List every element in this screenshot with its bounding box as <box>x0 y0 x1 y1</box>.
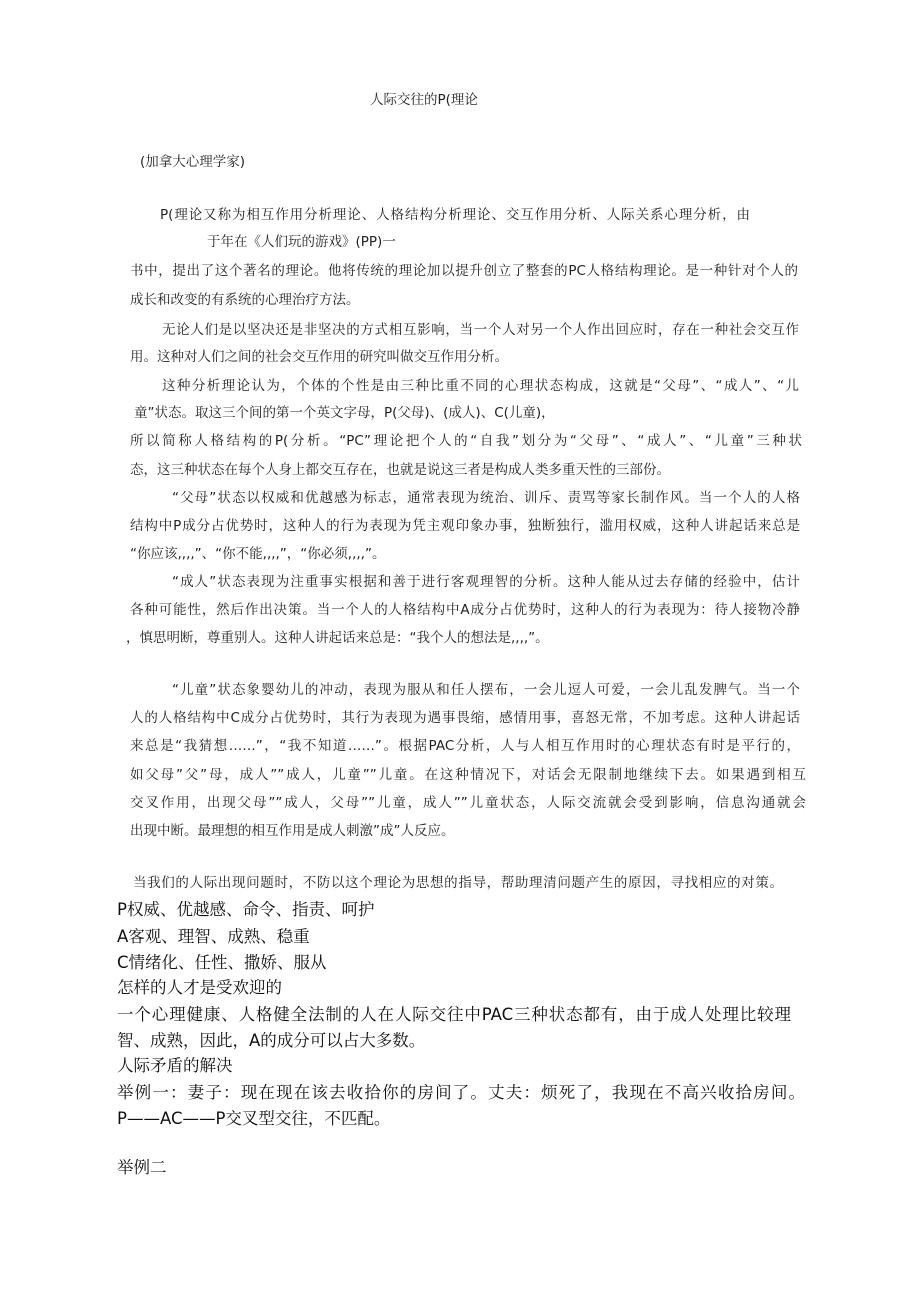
paragraph-line: 成长和改变的有系统的心理治疗方法。 <box>130 292 360 308</box>
example-line: P——AC——P交叉型交往，不匹配。 <box>117 1109 391 1128</box>
paragraph-line: 来总是“我猜想……”，“我不知道……”。根据PAC分析，人与人相互作用时的心理状态有时是平行的， <box>130 738 800 754</box>
summary-p-line: P权威、优越感、命令、指责、呵护 <box>117 900 375 919</box>
subtitle: (加拿大心理学家) <box>140 154 246 170</box>
paragraph-line: 当我们的人际出现问题时，不防以这个理论为思想的指导，帮助理清问题产生的原因，寻找相应的对策。 <box>133 875 783 891</box>
section-heading: 怎样的人才是受欢迎的 <box>117 978 282 997</box>
section-heading: 人际矛盾的解决 <box>117 1056 233 1075</box>
paragraph-line: 这种分析理论认为，个体的个性是由三种比重不同的心理状态构成，这就是“父母”、“成人”、“儿 <box>162 378 799 394</box>
paragraph-line: 于年在《人们玩的游戏》(PP)一 <box>207 234 396 250</box>
summary-a-line: A客观、理智、成熟、稳重 <box>117 927 310 946</box>
paragraph-line: “父母”状态以权威和优越感为标志，通常表现为统治、训斥、责骂等家长制作风。当一个人的人格 <box>172 490 800 506</box>
paragraph-line: 人的人格结构中C成分占优势时，其行为表现为遇事畏缩，感情用事，喜怒无常，不加考虑。这种人讲起话 <box>130 710 800 726</box>
paragraph-line: 书中，提出了这个著名的理论。他将传统的理论加以提升创立了整套的PC人格结构理论。是一种针对个人的 <box>130 263 798 279</box>
paragraph-line: 交叉作用，出现父母””成人，父母””儿童，成人””儿童状态，人际交流就会受到影响，信息沟通就会 <box>130 795 806 811</box>
summary-line: 智、成熟，因此，A的成分可以占大多数。 <box>117 1031 426 1050</box>
paragraph-line: ，慎思明断，尊重别人。这种人讲起话来总是：“我个人的想法是,,,,”。 <box>126 630 549 646</box>
example-line: 举例一：妻子：现在现在该去收拾你的房间了。丈夫：烦死了，我现在不高兴收拾房间。 <box>117 1083 805 1102</box>
paragraph-line: 如父母”父”母，成人””成人，儿童””儿童。在这种情况下，对话会无限制地继续下去。如果遇到相互 <box>130 767 806 783</box>
paragraph-line: “你应该,,,,”、“你不能,,,,”，“你必须,,,,”。 <box>130 546 386 562</box>
paragraph-line: 出现中断。最理想的相互作用是成人刺激”成”人反应。 <box>130 823 455 839</box>
paragraph-line: 无论人们是以坚决还是非坚决的方式相互影响，当一个人对另一个人作出回应时，存在一种社会交互作 <box>162 322 799 338</box>
paragraph-line: 所以简称人格结构的P(分析。“PC”理论把个人的“自我”划分为“父母”、“成人”、“儿童”三种状 <box>130 433 802 449</box>
document-title: 人际交往的P(理论 <box>370 92 478 108</box>
paragraph-line: 各种可能性，然后作出决策。当一个人的人格结构中A成分占优势时，这种人的行为表现为：待人接物冷静 <box>130 602 800 618</box>
summary-c-line: C情绪化、任性、撒娇、服从 <box>117 953 327 972</box>
paragraph-line: 用。这种对人们之间的社会交互作用的研究叫做交互作用分析。 <box>130 349 508 365</box>
paragraph-line: 结构中P成分占优势时，这种人的行为表现为凭主观印象办事，独断独行，滥用权威，这种人讲起话来总是 <box>130 518 800 534</box>
paragraph-line: P(理论又称为相互作用分析理论、人格结构分析理论、交互作用分析、人际关系心理分析，由 <box>160 207 750 223</box>
example-heading: 举例二 <box>117 1158 167 1177</box>
paragraph-line: 童”状态。取这三个间的第一个英文字母，P(父母)、(成人)、C(儿童)， <box>134 405 555 421</box>
summary-line: 一个心理健康、人格健全法制的人在人际交往中PAC三种状态都有，由于成人处理比较理 <box>117 1005 791 1024</box>
paragraph-line: 态，这三种状态在每个人身上都交互存在，也就是说这三者是构成人类多重天性的三部份。 <box>130 462 670 478</box>
paragraph-line: “成人”状态表现为注重事实根据和善于进行客观理智的分析。这种人能从过去存储的经验中，估计 <box>172 574 800 590</box>
paragraph-line: “儿童”状态象婴幼儿的冲动，表现为服从和任人摆布，一会儿逗人可爱，一会儿乱发脾气。当一个 <box>172 682 800 698</box>
